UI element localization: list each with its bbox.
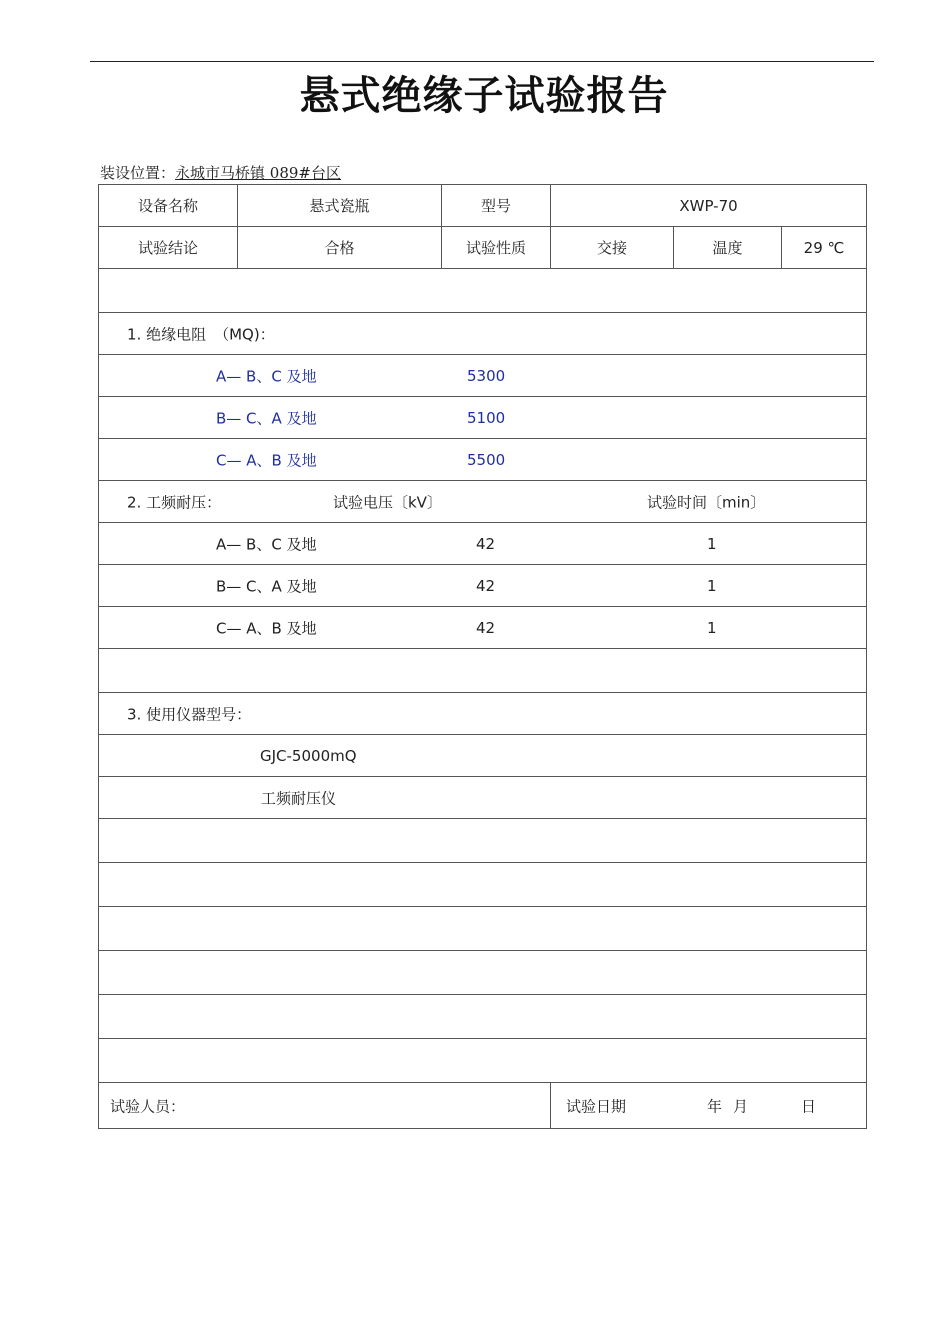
voltage-header: 试验电压〔kV〕	[333, 493, 442, 511]
row-blank-7	[99, 995, 867, 1039]
insulation-value: 5100	[467, 408, 506, 427]
year-label: 年	[707, 1097, 723, 1115]
device-name-value: 悬式瓷瓶	[238, 185, 442, 227]
row-footer	[99, 1083, 867, 1129]
conclusion-value: 合格	[238, 227, 442, 269]
row-blank-8	[99, 1039, 867, 1083]
power-frequency-phase: A— B、C 及地	[216, 535, 317, 553]
insulation-value: 5300	[467, 366, 506, 385]
row-insulation-heading	[99, 313, 867, 355]
time-header: 试验时间〔min〕	[647, 493, 766, 511]
test-time: 1	[707, 576, 717, 595]
page-title: 悬式绝缘子试验报告	[299, 73, 669, 119]
report-table	[98, 184, 867, 1129]
model-label: 型号	[442, 185, 551, 227]
test-voltage: 42	[476, 534, 496, 553]
power-frequency-phase: C— A、B 及地	[216, 619, 317, 637]
row-instrument-1	[99, 735, 867, 777]
personnel-label: 试验人员：	[110, 1097, 186, 1115]
nature-label: 试验性质	[442, 227, 551, 269]
row-blank-5	[99, 907, 867, 951]
row-blank-3	[99, 819, 867, 863]
row-insulation-b	[99, 397, 867, 439]
install-location-label: 装设位置：	[100, 164, 176, 182]
insulation-phase: C— A、B 及地	[216, 451, 317, 469]
power-frequency-heading: 2. 工频耐压：	[127, 493, 222, 511]
nature-value: 交接	[551, 227, 674, 269]
test-time: 1	[707, 534, 717, 553]
conclusion-label: 试验结论	[99, 227, 238, 269]
date-label: 试验日期	[566, 1097, 627, 1115]
instrument-item: 工频耐压仪	[261, 789, 337, 807]
row-power-frequency-heading	[99, 481, 867, 523]
row-device	[99, 185, 867, 227]
model-value: XWP-70	[551, 185, 867, 227]
row-power-frequency-a	[99, 523, 867, 565]
insulation-phase: B— C、A 及地	[216, 409, 317, 427]
row-power-frequency-c	[99, 607, 867, 649]
row-conclusion	[99, 227, 867, 269]
instruments-heading: 3. 使用仪器型号：	[127, 705, 252, 723]
row-blank-6	[99, 951, 867, 995]
row-insulation-c	[99, 439, 867, 481]
insulation-heading: 1. 绝缘电阻 （MQ)：	[127, 325, 275, 343]
test-voltage: 42	[476, 618, 496, 637]
row-blank-4	[99, 863, 867, 907]
row-insulation-a	[99, 355, 867, 397]
day-label: 日	[801, 1097, 817, 1115]
install-location	[100, 162, 341, 183]
month-label: 月	[733, 1097, 749, 1115]
temperature-value: 29 ℃	[782, 227, 867, 269]
row-blank-1	[99, 269, 867, 313]
row-blank-2	[99, 649, 867, 693]
insulation-phase: A— B、C 及地	[216, 367, 317, 385]
row-instruments-heading	[99, 693, 867, 735]
device-name-label: 设备名称	[99, 185, 238, 227]
install-location-value: 永城市马桥镇 089#台区	[175, 164, 341, 182]
power-frequency-phase: B— C、A 及地	[216, 577, 317, 595]
test-voltage: 42	[476, 576, 496, 595]
top-rule	[90, 61, 874, 62]
temperature-label: 温度	[674, 227, 782, 269]
instrument-item: GJC-5000mQ	[260, 746, 357, 765]
row-instrument-2	[99, 777, 867, 819]
test-time: 1	[707, 618, 717, 637]
row-power-frequency-b	[99, 565, 867, 607]
insulation-value: 5500	[467, 450, 506, 469]
